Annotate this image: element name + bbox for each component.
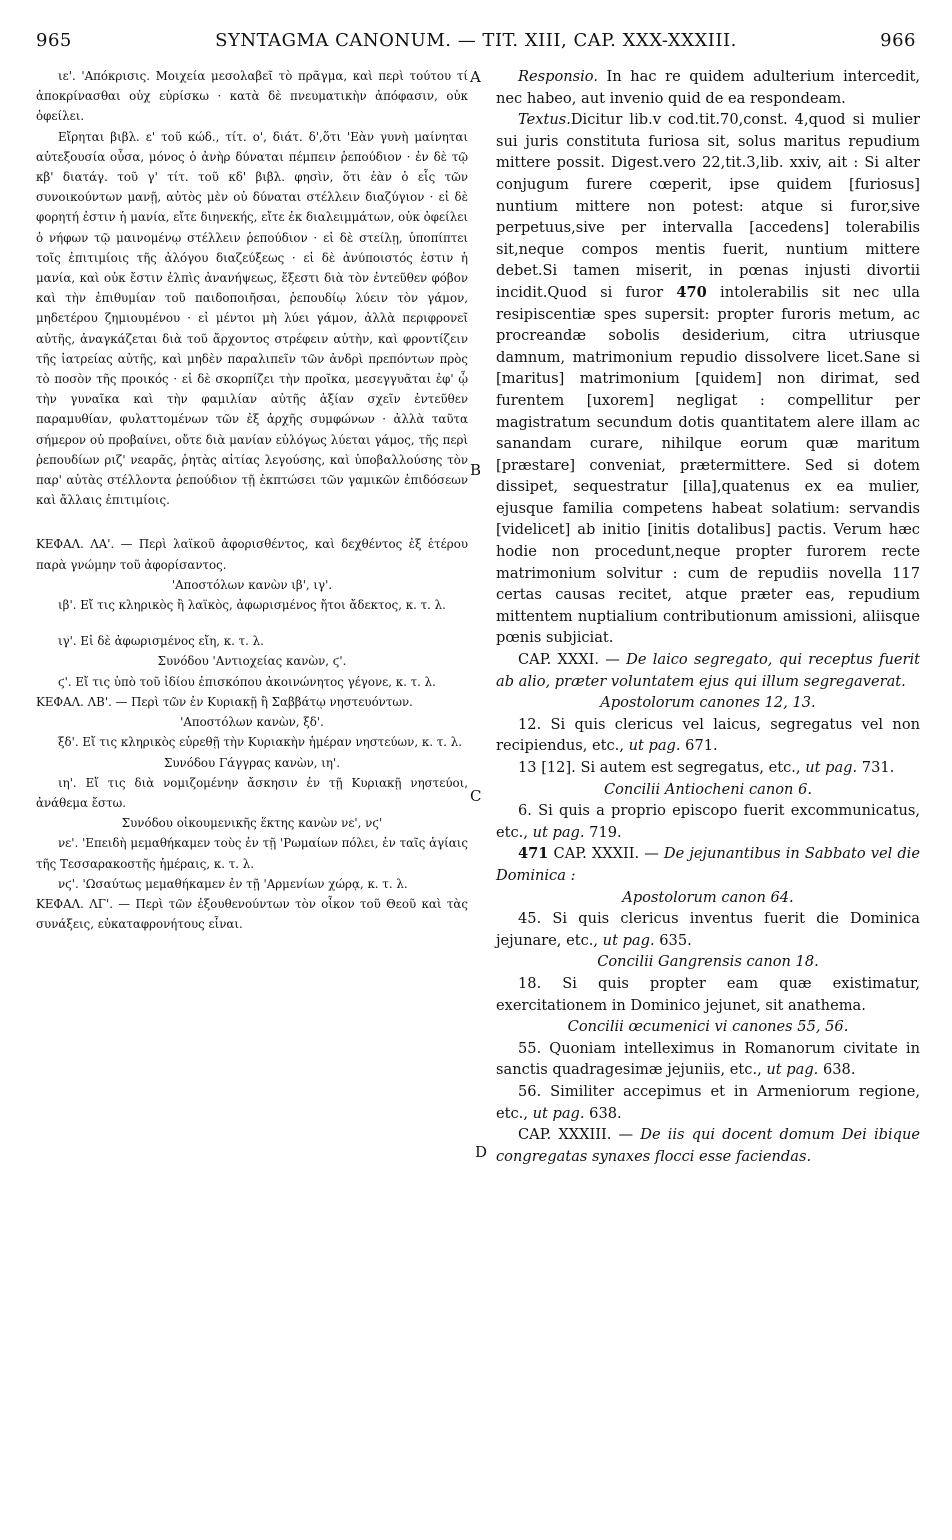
latin-cap33-heading: CAP. XXXIII. — De iis qui docent domum Dei ibique congregatas synaxes flocci esse faciendas. <box>496 1126 920 1165</box>
greek-cap32-heading: ΚΕΦΑΛ. ΛΒ'. — Περὶ τῶν ἐν Κυριακῇ ἢ Σαββάτῳ νηστευόντων. <box>36 694 413 709</box>
margin-letter-b: B <box>470 461 482 479</box>
latin-canon-55: 55. Quoniam intelleximus in Romanorum civitate in sanctis quadragesimæ jejuniis, etc., ut pag. 638. <box>496 1039 920 1079</box>
column-number-470: 470 <box>676 283 707 301</box>
margin-letter-a: A <box>470 68 481 86</box>
greek-apostolic-canons-heading: 'Αποστόλων κανὼν ιβ', ιγ'. <box>171 577 333 592</box>
greek-antioch-canon-6: ϛ'. Εἴ τις ὑπὸ τοῦ ἰδίου ἐπισκόπου ἀκοινώνητος γέγονε, κ. τ. λ. <box>58 674 436 689</box>
latin-antioch-heading: Concilii Antiocheni canon 6. <box>603 780 813 798</box>
greek-apostolic-canon-64-heading: 'Αποστόλων κανὼν, ξδ'. <box>180 715 324 730</box>
margin-letter-c: C <box>470 787 482 805</box>
latin-gangra-heading: Concilii Gangrensis canon 18. <box>597 953 819 971</box>
greek-cap31-heading: ΚΕΦΑΛ. ΛΑ'. — Περὶ λαϊκοῦ ἀφορισθέντος, καὶ δεχθέντος ἐξ ἑτέρου παρὰ γνώμην τοῦ ἀφορίσαντος. <box>36 537 468 572</box>
greek-cap33-heading: ΚΕΦΑΛ. ΛΓ'. — Περὶ τῶν ἐξουθενούντων τὸν οἶκον τοῦ Θεοῦ καὶ τὰς συνάξεις, εὐκαταφρονήτους εἶναι. <box>36 896 468 932</box>
page-number-left: 965 <box>36 30 72 51</box>
greek-column <box>36 66 468 934</box>
latin-cap31-heading: CAP. XXXI. — De laico segregato, qui receptus fuerit ab alio, præter voluntatem ejus qui illum segregaverat. <box>496 651 920 690</box>
greek-canon-64: ξδ'. Εἴ τις κληρικὸς εὑρεθῇ τὴν Κυριακὴν ἡμέραν νηστεύων, κ. τ. λ. <box>58 735 462 750</box>
latin-antioch-canon-6: 6. Si quis a proprio episcopo fuerit excommunicatus, etc., ut pag. 719. <box>496 802 920 841</box>
page-number-right: 966 <box>880 30 916 51</box>
latin-textus: Textus.Dicitur lib.v cod.tit.70,const. 4,quod si mulier sui juris constituta furiosa sit, solus maritus repudium mittere possit. Digest.vero 22,tit.3,lib. xxiv, ait : Si alter conjugum furere cœperit, ipse quidem [furiosus] nuntium mittere non potest: atque si furor,sive perpetuus,sive per intervalla [accedens] tolerabilis sit,neque compos mentis fuerit, nuntium mittere debet.Si tamen miserit, in pœnas injusti divortii incidit.Quod si furor 470 intolerabilis sit nec ulla resipiscentiæ spes supersit: propter furoris metum, ac procreandæ sobolis desiderium, citra utriusque damnum, matrimonium repudio dissolvere licet.Sane si [maritus] matrimonium [quidem] non dirimat, sed furentem [uxorem] negligat : compellitur per magistratum secundum dotis quantitatem alere illam ac sanandam curare, nihilque eorum quæ maritum [præstare] conveniat, prætermittere. Sed si dotem dissipet, sequestratur [illa],quatenus ex ea mulier, ejusque familia competens habeat solatium: servandis [videlicet] ab initio [initis dotalibus] pactis. Verum hæc hodie non procedunt,neque propter furorem recte matrimonium solvitur : cum de repudiis novella 117 certas causas recitet, atque præter eas, repudium mittentem nuptialium contributionum amissioni, aliisque pœnis subjiciat. <box>496 111 920 647</box>
latin-column <box>496 66 920 1167</box>
responsio-label: Responsio. <box>518 68 598 85</box>
latin-canon-64: 45. Si quis clericus inventus fuerit die Dominica jejunare, etc., ut pag. 635. <box>496 910 920 949</box>
column-number-471: 471 <box>518 845 549 863</box>
latin-responsio: Responsio. In hac re quidem adulterium intercedit, nec habeo, aut invenio quid de ea respondeam. <box>496 68 920 107</box>
textus-label: Textus. <box>518 111 571 129</box>
greek-canon-56: νϛ'. 'Ωσαύτως μεμαθήκαμεν ἐν τῇ 'Αρμενίων χώρᾳ, κ. τ. λ. <box>58 876 408 891</box>
latin-canon-56: 56. Similiter accepimus et in Armeniorum regione, etc., ut pag. 638. <box>496 1082 920 1122</box>
running-header <box>36 30 916 56</box>
greek-textus: Εἴρηται βιβλ. ε' τοῦ κώδ., τίτ. ο', διάτ. δ',ὅτι 'Εὰν γυνὴ μαίνηται αὐτεξουσία οὖσα, μόνος ὁ ἀνὴρ δύναται πέμπειν ῥεπούδιον · ἐν δὲ τῷ κβ' διατάγ. τοῦ γ' τίτ. τοῦ κδ' βιβλ. φησὶν, ὅτι ἐὰν ὁ εἷς τῶν συνοικούντων μανῇ, αὐτὸς μὲν οὐ δύναται στέλλειν διαζύγιον · εἰ δὲ φορητή ἐστιν ἡ μανία, εἴτε διηνεκής, εἴτε ἐκ διαλειμμάτων, οὐκ ὀφείλει ὁ νήφων τῷ μαινομένῳ στέλλειν ῥεπούδιον · εἰ δὲ στείλῃ, ὑποπίπτει τοῖς ἐπιτιμίοις τῆς ἀλόγου διαζεύξεως · εἰ δὲ ἀνύποιστός ἐστιν ἡ μανία, καὶ οὐκ ἔστιν ἐλπὶς ἀνανήψεως, ἔξεστι διὰ τὸν ἐντεῦθεν φόβον καὶ τὴν ἐπιθυμίαν τοῦ παιδοποιῆσαι, ῥεπουδίῳ λύειν τὸν γάμον, μηδετέρου ζημιουμένου · εἰ μέντοι μὴ λύει γάμον, ἀλλὰ περιφρονεῖ αὐτῆς, ἀναγκάζεται διὰ τοῦ ἄρχοντος στρέφειν αὐτὴν, καὶ φροντίζειν τῆς ἰατρείας αὐτῆς, καὶ μηδὲν παραλιπεῖν τῶν ἀνδρὶ πρεπόντων πρὸς τὸ ποσὸν τῆς προικός · εἰ δὲ σκορπίζει τὴν προῖκα, μεσεγγυᾶται ἐφ' ᾧ τὴν γυναῖκα καὶ τὴν φαμιλίαν αὐτῆς ἀξίαν σχεῖν ἐντεῦθεν παραμυθίαν, φυλαττομένων τῶν ἐξ ἀρχῆς συμφώνων · ἀλλὰ ταῦτα σήμερον οὐ προβαίνει, οὔτε διὰ μανίαν εὐλόγως λύεται γάμος, τῆς περὶ ῥεπουδίων ριζ' νεαρᾶς, ῥητὰς αἰτίας λεγούσης, καὶ ὑποβαλλούσης τὸν παρ' αὐτὰς στέλλοντα ῥεπούδιον τῇ ἐκπτώσει τῶν γαμικῶν ἐπιδόσεων καὶ ἄλλαις ἐπιτιμίοις. <box>36 129 468 508</box>
latin-canon-13: 13 [12]. Si autem est segregatus, etc., ut pag. 731. <box>518 759 895 776</box>
latin-apostolic-canons-heading: Apostolorum canones 12, 13. <box>600 694 816 712</box>
latin-canon-12: 12. Si quis clericus vel laicus, segregatus vel non recipiendus, etc., ut pag. 671. <box>496 715 920 755</box>
latin-gangra-canon-18: 18. Si quis propter eam quæ existimatur, exercitationem in Dominico jejunet, sit anathema. <box>496 974 920 1014</box>
greek-canon-13: ιγ'. Εἰ δὲ ἀφωρισμένος εἴη, κ. τ. λ. <box>58 634 264 649</box>
greek-responsio: ιε'. 'Απόκρισις. Μοιχεία μεσολαβεῖ τὸ πρᾶγμα, καὶ περὶ τούτου τί ἀποκρίνασθαι οὐχ εὑρίσκω · κατὰ δὲ πνευματικὴν ἀπόφασιν, οὐκ ὀφείλει. <box>36 69 468 124</box>
margin-letter-d: D <box>475 1143 488 1161</box>
greek-gangra-heading: Συνόδου Γάγγρας κανὼν, ιη'. <box>164 755 340 770</box>
latin-cap32-heading: 471 CAP. XXXII. — De jejunantibus in Sabbato vel die Dominica : <box>496 845 920 884</box>
greek-oecumenical-heading: Συνόδου οἰκουμενικῆς ἕκτης κανὼν νε', νϛ' <box>121 816 383 831</box>
latin-oecumenical-heading: Concilii œcumenici vi canones 55, 56. <box>567 1018 849 1036</box>
running-head-title: SYNTAGMA CANONUM. — TIT. XIII, CAP. XXX-XXXIII. <box>215 30 737 51</box>
greek-canon-12: ιβ'. Εἴ τις κληρικὸς ἢ λαϊκὸς, ἀφωρισμένος ἤτοι ἄδεκτος, κ. τ. λ. <box>58 598 446 613</box>
greek-antioch-heading: Συνόδου 'Αντιοχείας κανὼν, ϛ'. <box>157 654 347 669</box>
greek-gangra-canon-18: ιη'. Εἴ τις διὰ νομιζομένην ἄσκησιν ἐν τῇ Κυριακῇ νηστεύοι, ἀνάθεμα ἔστω. <box>36 775 468 810</box>
greek-canon-55: νε'. 'Επειδὴ μεμαθήκαμεν τοὺς ἐν τῇ 'Ρωμαίων πόλει, ἐν ταῖς ἁγίαις τῆς Τεσσαρακοστῆς ἡμέραις, κ. τ. λ. <box>36 836 468 871</box>
latin-apostolic-canon-64-heading: Apostolorum canon 64. <box>622 888 794 906</box>
